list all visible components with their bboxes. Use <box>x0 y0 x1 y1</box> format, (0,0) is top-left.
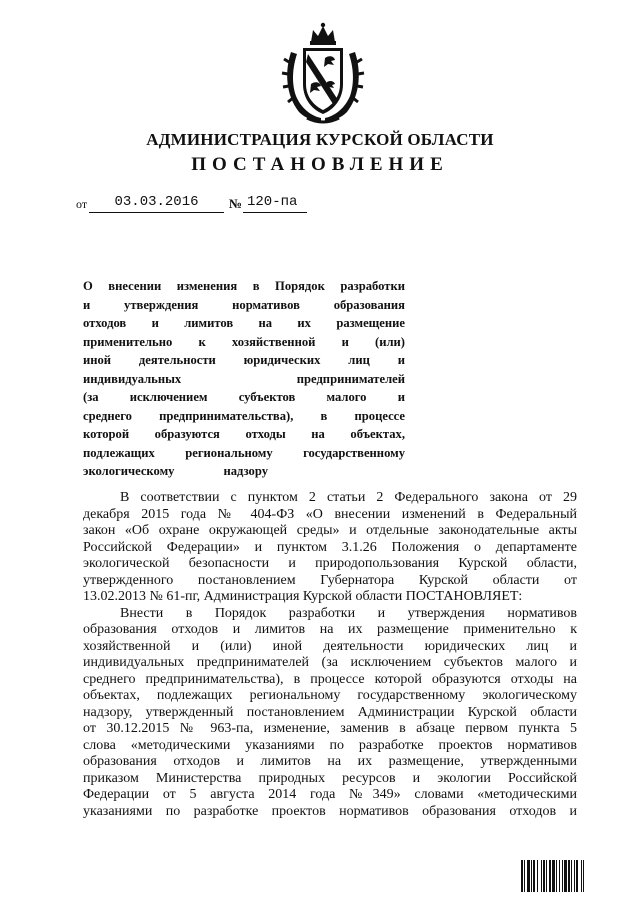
body-line: декабря 2015 года № 404-ФЗ «О внесении изменений в Федеральный <box>83 506 577 522</box>
number-label: № <box>229 196 243 211</box>
subject-line: подлежащих региональному государственному <box>83 445 405 460</box>
body-line: Федерации от 5 августа 2014 года №349» словами «методическими <box>83 787 577 802</box>
document-subject <box>83 277 405 481</box>
body-line: надзору, утвержденный постановлением Администрации Курской области <box>83 704 577 720</box>
subject-line: индивидуальных предпринимателей <box>83 371 405 386</box>
body-line: экологической безопасности и природопользования Курской области, <box>83 556 577 571</box>
barcode-icon <box>521 860 615 892</box>
body-line: среднего предпринимательства), в процессе которой образуются отходы на <box>83 671 577 687</box>
subject-line: отходов и лимитов на их размещение <box>83 316 405 330</box>
body-line: приказом Министерства природных ресурсов и экологии Российской <box>83 770 577 786</box>
body-line: индивидуальных предпринимателей (за исключением субъектов малого и <box>83 655 577 670</box>
organization-title: АДМИНИСТРАЦИЯ КУРСКОЙ ОБЛАСТИ <box>146 130 494 149</box>
date-number-line <box>76 194 376 214</box>
body-line: от 30.12.2015 № 963-па, изменение, заменив в абзаце первом пункта 5 <box>83 721 577 736</box>
subject-line: (за исключением субъектов малого и <box>83 390 405 404</box>
body-line: образования отходов и лимитов на их размещение, утвержденными <box>83 754 577 769</box>
body-line: образования отходов и лимитов на их размещение применительно к <box>83 622 577 637</box>
body-line: 13.02.2013 № 61-пг, Администрация Курской области ПОСТАНОВЛЯЕТ: <box>83 589 523 604</box>
coat-of-arms-emblem <box>281 22 365 126</box>
subject-line: О внесении изменения в Порядок разработки <box>83 279 405 293</box>
subject-line: экологическому надзору <box>83 464 268 478</box>
subject-line: которой образуются отходы на объектах, <box>83 427 405 441</box>
body-line: указаниями по разработке проектов нормативов образования отходов и <box>83 803 577 819</box>
date-label: от <box>76 197 88 211</box>
date-value: 03.03.2016 <box>89 194 224 213</box>
body-line: закон «Об охране окружающей среды» и отдельные законодательные акты <box>83 523 577 538</box>
number-value: 120-па <box>243 194 307 213</box>
body-line: утвержденного постановлением Губернатора Курской области от <box>83 572 577 588</box>
body-line: Российской Федерации» и пунктом 3.1.26 Положения о департаменте <box>83 539 577 555</box>
body-line: хозяйственной и (или) иной деятельности юридических лиц и <box>83 638 577 654</box>
document-type-title: ПОСТАНОВЛЕНИЕ <box>191 154 449 175</box>
subject-line: иной деятельности юридических лиц и <box>83 353 405 367</box>
subject-line: и утверждения нормативов образования <box>83 297 405 312</box>
body-line: слова «методическими указаниями по разработке проектов нормативов <box>83 737 577 753</box>
body-line: объектах, подлежащих региональному государственному экологическому <box>83 688 577 703</box>
subject-line: применительно к хозяйственной и (или) <box>83 334 405 349</box>
subject-line: среднего предпринимательства), в процессе <box>83 408 405 423</box>
document-body <box>83 490 577 820</box>
body-line: Внести в Порядок разработки и утверждения нормативов <box>120 605 577 621</box>
body-line: В соответствии с пунктом 2 статьи 2 Федерального закона от 29 <box>120 490 577 505</box>
